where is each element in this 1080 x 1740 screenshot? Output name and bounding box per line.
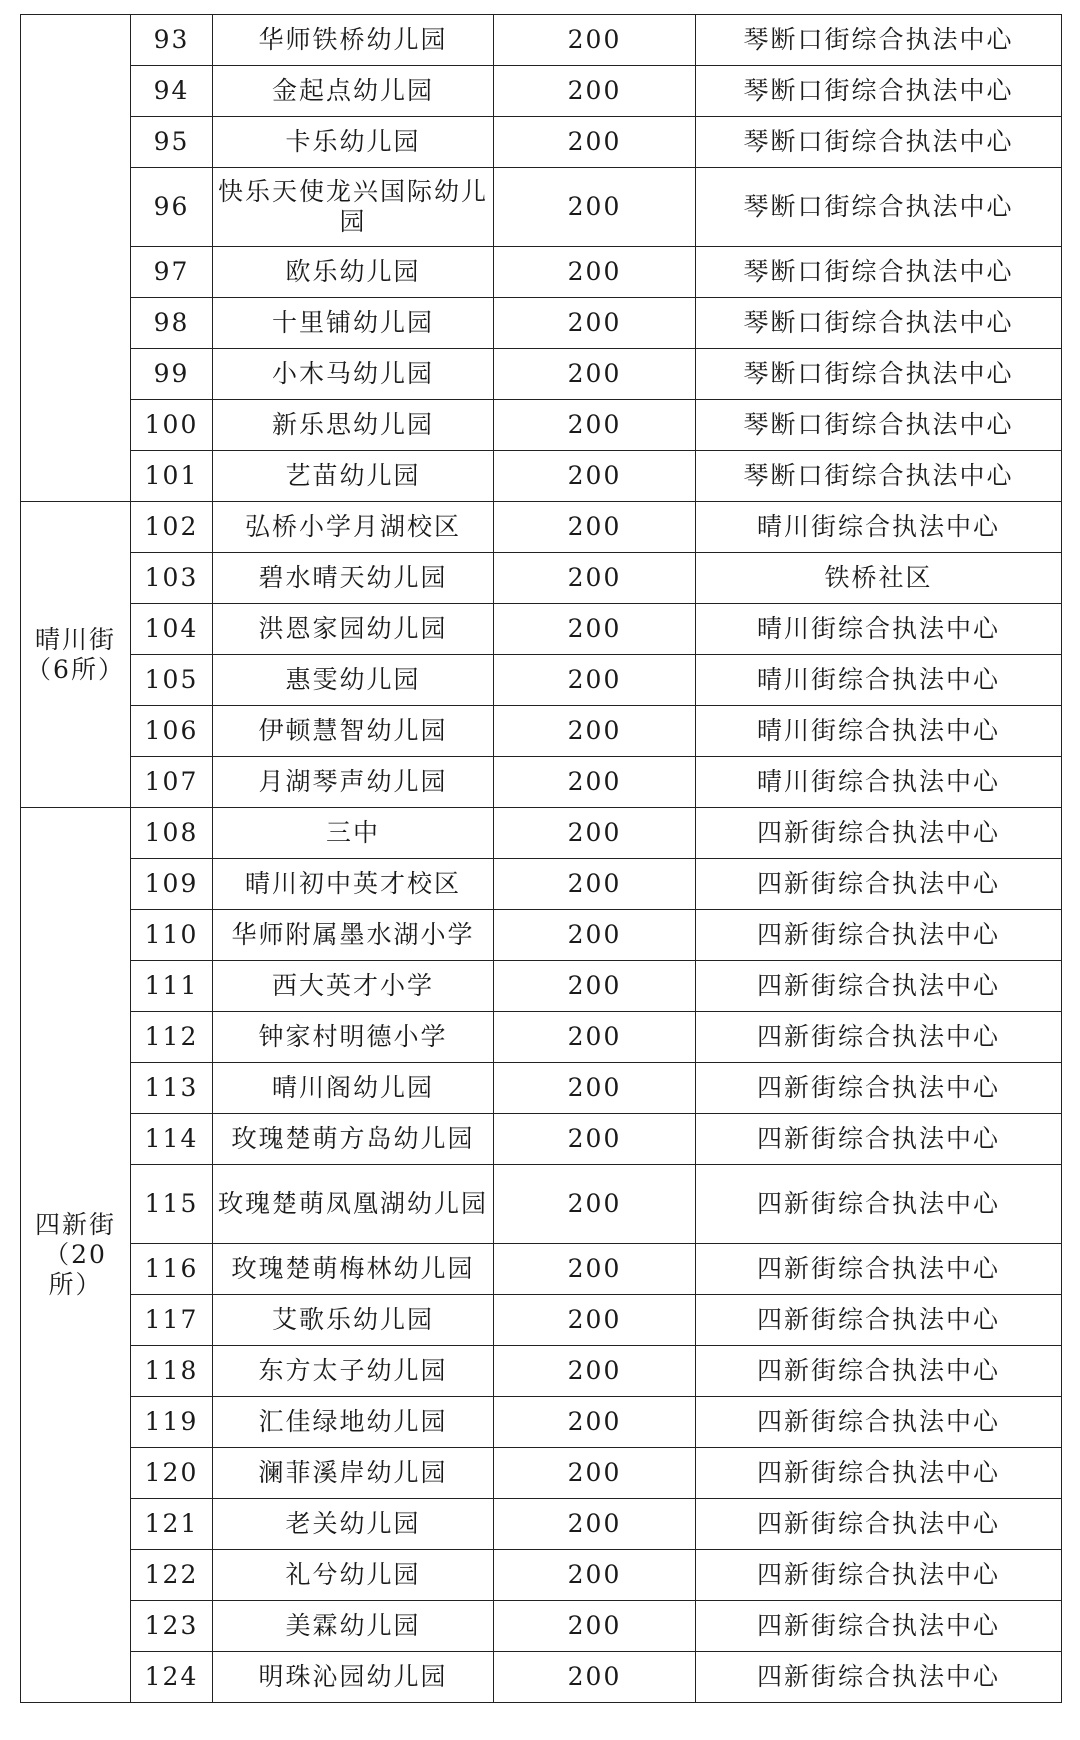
responsible-unit-cell: 四新街综合执法中心 (696, 1652, 1062, 1703)
school-name-cell: 快乐天使龙兴国际幼儿园 (213, 168, 494, 247)
quantity-cell: 200 (494, 66, 696, 117)
quantity-cell: 200 (494, 1550, 696, 1601)
row-number-cell: 112 (131, 1012, 213, 1063)
quantity-cell: 200 (494, 604, 696, 655)
responsible-unit-cell: 晴川街综合执法中心 (696, 655, 1062, 706)
responsible-unit-cell: 四新街综合执法中心 (696, 961, 1062, 1012)
school-name-cell: 玫瑰楚萌凤凰湖幼儿园 (213, 1165, 494, 1244)
row-number-cell: 105 (131, 655, 213, 706)
school-name-cell: 汇佳绿地幼儿园 (213, 1397, 494, 1448)
table-row (21, 1499, 1062, 1550)
school-name-cell: 明珠沁园幼儿园 (213, 1652, 494, 1703)
table-row (21, 15, 1062, 66)
school-name-cell: 艺苗幼儿园 (213, 451, 494, 502)
school-name-cell: 华师附属墨水湖小学 (213, 910, 494, 961)
responsible-unit-cell: 琴断口街综合执法中心 (696, 117, 1062, 168)
row-number-cell: 101 (131, 451, 213, 502)
responsible-unit-cell: 琴断口街综合执法中心 (696, 349, 1062, 400)
school-name-cell: 新乐思幼儿园 (213, 400, 494, 451)
quantity-cell: 200 (494, 1012, 696, 1063)
school-name-cell: 钟家村明德小学 (213, 1012, 494, 1063)
quantity-cell: 200 (494, 961, 696, 1012)
responsible-unit-cell: 四新街综合执法中心 (696, 1165, 1062, 1244)
responsible-unit-cell: 四新街综合执法中心 (696, 1448, 1062, 1499)
table-row (21, 247, 1062, 298)
row-number-cell: 116 (131, 1244, 213, 1295)
school-name-cell: 老关幼儿园 (213, 1499, 494, 1550)
row-number-cell: 107 (131, 757, 213, 808)
table-row (21, 66, 1062, 117)
table-row (21, 655, 1062, 706)
quantity-cell: 200 (494, 655, 696, 706)
school-name-cell: 欧乐幼儿园 (213, 247, 494, 298)
responsible-unit-cell: 四新街综合执法中心 (696, 1550, 1062, 1601)
table-row (21, 1346, 1062, 1397)
quantity-cell: 200 (494, 1063, 696, 1114)
table-row (21, 1012, 1062, 1063)
row-number-cell: 109 (131, 859, 213, 910)
quantity-cell: 200 (494, 910, 696, 961)
school-name-cell: 晴川阁幼儿园 (213, 1063, 494, 1114)
table-row (21, 1601, 1062, 1652)
school-name-cell: 美霖幼儿园 (213, 1601, 494, 1652)
table-row (21, 349, 1062, 400)
row-number-cell: 110 (131, 910, 213, 961)
responsible-unit-cell: 琴断口街综合执法中心 (696, 66, 1062, 117)
quantity-cell: 200 (494, 1601, 696, 1652)
table-body (21, 15, 1062, 1703)
row-number-cell: 93 (131, 15, 213, 66)
row-number-cell: 106 (131, 706, 213, 757)
row-number-cell: 118 (131, 1346, 213, 1397)
quantity-cell: 200 (494, 1114, 696, 1165)
row-number-cell: 114 (131, 1114, 213, 1165)
quantity-cell: 200 (494, 1295, 696, 1346)
responsible-unit-cell: 琴断口街综合执法中心 (696, 451, 1062, 502)
quantity-cell: 200 (494, 349, 696, 400)
table-row (21, 706, 1062, 757)
quantity-cell: 200 (494, 247, 696, 298)
table-row (21, 1063, 1062, 1114)
row-number-cell: 94 (131, 66, 213, 117)
table-row (21, 859, 1062, 910)
table-row (21, 502, 1062, 553)
responsible-unit-cell: 琴断口街综合执法中心 (696, 247, 1062, 298)
table-row (21, 1244, 1062, 1295)
row-number-cell: 121 (131, 1499, 213, 1550)
table-row (21, 910, 1062, 961)
school-name-cell: 东方太子幼儿园 (213, 1346, 494, 1397)
responsible-unit-cell: 晴川街综合执法中心 (696, 706, 1062, 757)
quantity-cell: 200 (494, 808, 696, 859)
table-row (21, 757, 1062, 808)
table-row (21, 808, 1062, 859)
quantity-cell: 200 (494, 859, 696, 910)
school-name-cell: 十里铺幼儿园 (213, 298, 494, 349)
row-number-cell: 99 (131, 349, 213, 400)
school-name-cell: 洪恩家园幼儿园 (213, 604, 494, 655)
school-name-cell: 小木马幼儿园 (213, 349, 494, 400)
table-row (21, 451, 1062, 502)
school-name-cell: 伊顿慧智幼儿园 (213, 706, 494, 757)
quantity-cell: 200 (494, 117, 696, 168)
responsible-unit-cell: 琴断口街综合执法中心 (696, 168, 1062, 247)
school-name-cell: 澜菲溪岸幼儿园 (213, 1448, 494, 1499)
quantity-cell: 200 (494, 1346, 696, 1397)
responsible-unit-cell: 四新街综合执法中心 (696, 1114, 1062, 1165)
school-name-cell: 月湖琴声幼儿园 (213, 757, 494, 808)
row-number-cell: 119 (131, 1397, 213, 1448)
quantity-cell: 200 (494, 1165, 696, 1244)
responsible-unit-cell: 四新街综合执法中心 (696, 859, 1062, 910)
quantity-cell: 200 (494, 1397, 696, 1448)
table-row (21, 1550, 1062, 1601)
responsible-unit-cell: 晴川街综合执法中心 (696, 757, 1062, 808)
quantity-cell: 200 (494, 168, 696, 247)
row-number-cell: 115 (131, 1165, 213, 1244)
row-number-cell: 102 (131, 502, 213, 553)
quantity-cell: 200 (494, 1244, 696, 1295)
quantity-cell: 200 (494, 706, 696, 757)
school-name-cell: 艾歌乐幼儿园 (213, 1295, 494, 1346)
quantity-cell: 200 (494, 502, 696, 553)
school-name-cell: 弘桥小学月湖校区 (213, 502, 494, 553)
row-number-cell: 100 (131, 400, 213, 451)
row-number-cell: 96 (131, 168, 213, 247)
table-row (21, 604, 1062, 655)
responsible-unit-cell: 四新街综合执法中心 (696, 808, 1062, 859)
school-name-cell: 三中 (213, 808, 494, 859)
quantity-cell: 200 (494, 757, 696, 808)
district-cell: 四新街（20所） (21, 808, 131, 1703)
row-number-cell: 98 (131, 298, 213, 349)
responsible-unit-cell: 四新街综合执法中心 (696, 1063, 1062, 1114)
row-number-cell: 113 (131, 1063, 213, 1114)
row-number-cell: 108 (131, 808, 213, 859)
row-number-cell: 124 (131, 1652, 213, 1703)
row-number-cell: 111 (131, 961, 213, 1012)
district-cell: 晴川街（6所） (21, 502, 131, 808)
school-name-cell: 金起点幼儿园 (213, 66, 494, 117)
responsible-unit-cell: 晴川街综合执法中心 (696, 604, 1062, 655)
responsible-unit-cell: 四新街综合执法中心 (696, 1295, 1062, 1346)
quantity-cell: 200 (494, 298, 696, 349)
table-row (21, 400, 1062, 451)
table-row (21, 1165, 1062, 1244)
school-name-cell: 惠雯幼儿园 (213, 655, 494, 706)
responsible-unit-cell: 四新街综合执法中心 (696, 1601, 1062, 1652)
responsible-unit-cell: 四新街综合执法中心 (696, 1012, 1062, 1063)
row-number-cell: 120 (131, 1448, 213, 1499)
responsible-unit-cell: 四新街综合执法中心 (696, 910, 1062, 961)
row-number-cell: 123 (131, 1601, 213, 1652)
school-name-cell: 玫瑰楚萌梅林幼儿园 (213, 1244, 494, 1295)
table-row (21, 117, 1062, 168)
responsible-unit-cell: 四新街综合执法中心 (696, 1346, 1062, 1397)
school-name-cell: 华师铁桥幼儿园 (213, 15, 494, 66)
table-row (21, 168, 1062, 247)
table-row (21, 1448, 1062, 1499)
quantity-cell: 200 (494, 553, 696, 604)
row-number-cell: 117 (131, 1295, 213, 1346)
responsible-unit-cell: 四新街综合执法中心 (696, 1244, 1062, 1295)
quantity-cell: 200 (494, 451, 696, 502)
table-row (21, 1397, 1062, 1448)
school-name-cell: 碧水晴天幼儿园 (213, 553, 494, 604)
school-name-cell: 西大英才小学 (213, 961, 494, 1012)
table-row (21, 1295, 1062, 1346)
school-name-cell: 玫瑰楚萌方岛幼儿园 (213, 1114, 494, 1165)
responsible-unit-cell: 琴断口街综合执法中心 (696, 400, 1062, 451)
quantity-cell: 200 (494, 1652, 696, 1703)
district-cell (21, 15, 131, 502)
row-number-cell: 97 (131, 247, 213, 298)
responsible-unit-cell: 铁桥社区 (696, 553, 1062, 604)
row-number-cell: 122 (131, 1550, 213, 1601)
responsible-unit-cell: 四新街综合执法中心 (696, 1397, 1062, 1448)
table-row (21, 553, 1062, 604)
row-number-cell: 104 (131, 604, 213, 655)
school-name-cell: 礼兮幼儿园 (213, 1550, 494, 1601)
quantity-cell: 200 (494, 15, 696, 66)
table-row (21, 1114, 1062, 1165)
table-row (21, 298, 1062, 349)
quantity-cell: 200 (494, 400, 696, 451)
school-name-cell: 晴川初中英才校区 (213, 859, 494, 910)
responsible-unit-cell: 晴川街综合执法中心 (696, 502, 1062, 553)
school-name-cell: 卡乐幼儿园 (213, 117, 494, 168)
responsible-unit-cell: 琴断口街综合执法中心 (696, 15, 1062, 66)
quantity-cell: 200 (494, 1448, 696, 1499)
responsible-unit-cell: 四新街综合执法中心 (696, 1499, 1062, 1550)
row-number-cell: 103 (131, 553, 213, 604)
quantity-cell: 200 (494, 1499, 696, 1550)
row-number-cell: 95 (131, 117, 213, 168)
school-allocation-table (20, 14, 1062, 1703)
table-row (21, 1652, 1062, 1703)
table-row (21, 961, 1062, 1012)
responsible-unit-cell: 琴断口街综合执法中心 (696, 298, 1062, 349)
